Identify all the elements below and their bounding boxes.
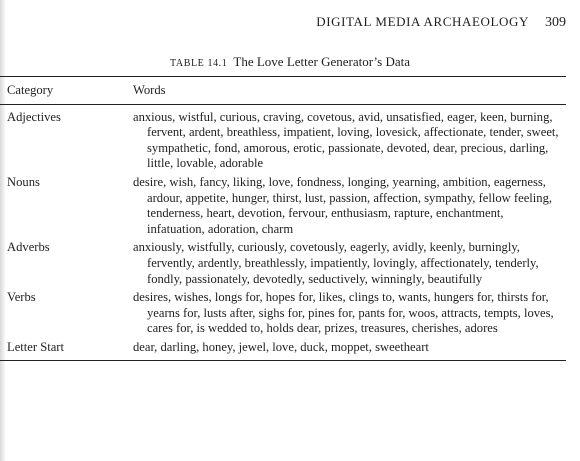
row-words: anxious, wistful, curious, craving, covetous, avid, unsatisfied, eager, keen, burning, fervent, ardent, breathless, impatient, loving, lovesick, affectionate, tender, sweet, sympathetic, fond, amorous, erotic, passionate, devoted, dear, precious, darling, little, lovable, adorable — [133, 109, 559, 171]
table-label: TABLE 14.1 — [169, 58, 228, 69]
table-caption — [0, 54, 580, 70]
row-words: desire, wish, fancy, liking, love, fondness, longing, yearning, ambition, eagerness, ardour, appetite, hunger, thirst, lust, passion, affection, sympathy, fellow feeling, tenderness, heart, devotion, fervour, enthusiasm, rapture, enchantment, infatuation, adoration, charm — [133, 174, 553, 236]
row-category: Letter Start — [7, 339, 64, 354]
row-words: anxiously, wistfully, curiously, covetously, eagerly, avidly, keenly, burningly, fervently, ardently, breathlessly, impatiently, lovingly, affectionately, tenderly, fondly, passionately, devotedly, seductively, winningly, beautifully — [133, 240, 539, 286]
table-row — [0, 289, 566, 339]
table-header-row — [0, 77, 566, 105]
table-title: The Love Letter Generator’s Data — [233, 54, 411, 69]
row-category: Nouns — [7, 174, 40, 189]
table-row — [0, 239, 566, 289]
love-letter-data-table — [0, 76, 566, 361]
running-title: DIGITAL MEDIA ARCHAEOLOGY — [316, 14, 529, 29]
running-head — [316, 14, 566, 31]
row-category: Adjectives — [7, 109, 61, 124]
row-words: dear, darling, honey, jewel, love, duck, moppet, sweetheart — [133, 339, 429, 354]
row-category: Adverbs — [7, 240, 50, 255]
table-row — [0, 174, 566, 239]
column-header-words: Words — [133, 83, 166, 97]
table-row — [0, 104, 566, 174]
row-words: desires, wishes, longs for, hopes for, likes, clings to, wants, hungers for, thirsts for, yearns for, lusts after, sighs for, pines for, pants for, woos, attracts, tempts, loves, cares for, is wedded to, holds dear, prizes, treasures, cherishes, adores — [133, 290, 554, 336]
row-category: Verbs — [7, 290, 36, 305]
table-row — [0, 339, 566, 360]
page-number: 309 — [545, 15, 566, 30]
column-header-category: Category — [7, 83, 54, 97]
